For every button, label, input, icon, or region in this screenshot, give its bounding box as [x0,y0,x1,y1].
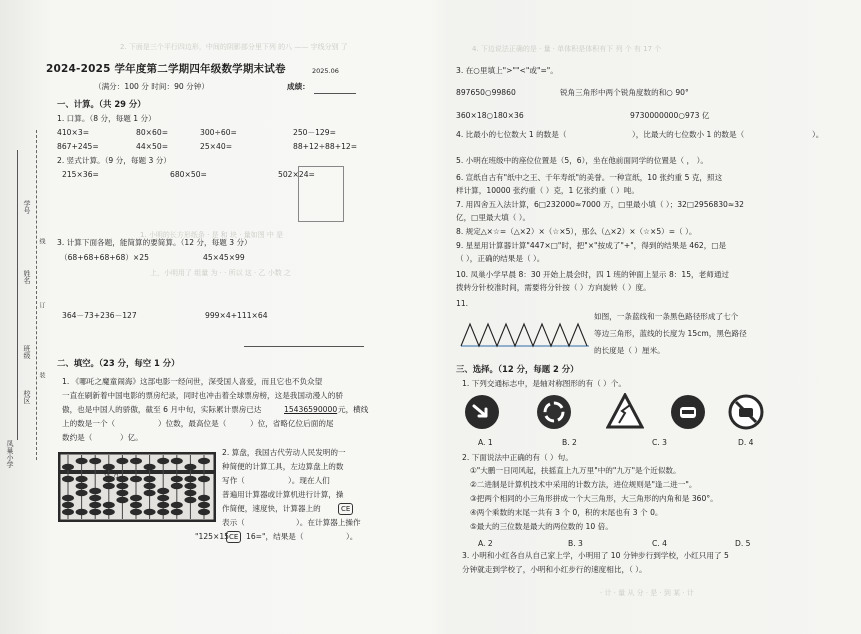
fill-q1-text: 上的数是一个（ [62,419,116,428]
fill-q2-text: 16="，结果是（ [246,532,304,541]
abacus-bead [89,502,101,508]
abacus-bead [144,490,156,496]
fill-q5-text: 5. 小明在班级中的座位位置是（5，6），坐在他前面同学的位置是（ ， ）。 [456,156,708,165]
part2-title: 二、填空。（23 分，每空 1 分） [57,358,180,368]
choice-option[interactable]: D. 5 [735,539,751,548]
fill-q2-text: ）。现在人们 [288,476,330,485]
fill-q2-text: 2. 算盘，我国古代劳动人民发明的一 [222,448,346,457]
score-label: 成绩： [287,82,310,91]
fill-q1-text: ）亿。 [120,433,143,442]
cut-line [36,130,37,460]
abacus-bead [184,497,196,503]
statement-item: ⑤最大的三位数是最大的两位数的 10 倍。 [470,522,613,531]
abacus-bead [89,488,101,494]
fill-q1-text: 元，横线 [338,405,369,414]
choice-option[interactable]: C. 4 [652,539,667,548]
abacus-bead [144,476,156,482]
simplify-calc: 999×4+111×64 [205,311,268,320]
school-label: 凤巢小学 [6,440,14,468]
fill-q7-text: 7. 用四舍五入法计算，6□232000≈7000 万，□里最小填（ ）；32□2956830≈32 [456,200,744,209]
compare-item: 9730000000○973 亿 [630,111,710,120]
abacus-label: 亿 万 [104,471,120,479]
fill-q4-text: ），比最大的七位数小 1 的数是（ [632,130,745,139]
simplify-calc: 364－73+236－127 [62,311,137,320]
fill-q2-text: ）。 [346,532,358,541]
abacus-bead [130,476,142,482]
seal-word-order: 订 [38,302,45,308]
fill-q6-text: 6. 宣纸自古有"纸中之王、千年寿纸"的美誉。一种宣纸，10 张约重 5 克，照这 [456,173,723,182]
abacus-bead [184,483,196,489]
oral-calc: 80×60= [136,128,169,137]
fill-q9-text: 9. 星星用计算器计算"447×□"时，把"×"按成了"+"，得到的结果是 462，□是 [456,241,727,250]
choice-option[interactable]: D. 4 [738,438,754,447]
oral-calc: 250－129= [293,128,336,137]
oral-calc: 44×50= [136,142,169,151]
abacus-bead [171,502,183,508]
fill-q1-text: 1. 《哪吒之魔童闹海》这部电影一经问世，深受国人喜爱，而且它也不负众望 [62,377,323,386]
abacus-bead [62,476,74,482]
abacus-bead [144,509,156,515]
sign-roundabout-icon [536,394,572,430]
abacus-bead [89,509,101,515]
abacus-bead [130,458,142,464]
oral-calc: 867+245= [57,142,99,151]
fill-q2-text: 种简便的计算工具，左边算盘上的数 [222,462,344,471]
triangle-zigzag-figure [458,311,592,351]
abacus-bead [157,488,169,494]
abacus-bead [171,509,183,515]
check-box[interactable] [298,166,344,222]
part1-title: 一、计算。（共 29 分） [57,99,146,109]
fill-q4-text: ）。 [812,130,824,139]
choice-option[interactable]: B. 3 [568,539,583,548]
fill-q11-number: 11. [456,299,469,308]
bleed-text: 上，小明用了 组量 为 · · 所以 这 · 乙 小数 之 [150,269,291,277]
abacus-bead [103,483,115,489]
abacus-bead [76,483,88,489]
abacus-bead [130,495,142,501]
fill-q2-text: ）。在计算器上操作 [296,518,361,527]
bleed-text: · 计 · 量 从 分 · 是 · 到 某 · 计 [600,589,694,597]
abacus-bead [157,495,169,501]
abacus-bead [116,497,128,503]
fill-q2-text: "125×15 [195,532,230,541]
abacus-bead [76,476,88,482]
box-office-number: 15436590000 [284,405,338,414]
class-label: 班级 [23,345,31,359]
abacus-bead [76,490,88,496]
cmp-instruction: 3. 在○里填上">""<"或"="。 [456,66,558,75]
fill-q10-text: 10. 凤巢小学早晨 8：30 开始上晨会时，四 1 班的钟面上显示 8：15，老师通过 [456,270,730,279]
q3-label: 3. 计算下面各题，能简算的要简算。（12 分，每题 3 分） [57,238,252,247]
fill-q6-text: 样计算，10000 张约重（ ）克，1 亿张约重（ ）吨。 [456,186,639,195]
bleed-text: 1. 小明的长方形纸条 · 是 和 块 · 量如图 中 是 [140,231,284,239]
oral-calc: 410×3= [57,128,90,137]
abacus-bead [62,464,74,470]
fill-q10-text: 拨转分针校准时间，需要将分针按（ ）方向旋转（ ）度。 [456,283,651,292]
fill-q1-text: ）位，省略亿位后面的尾 [250,419,334,428]
abacus-bead [62,502,74,508]
abacus-bead [130,509,142,515]
abacus-bead [62,509,74,515]
simplify-calc: 45×45×99 [203,253,245,262]
fill-q8-text: 8. 规定△×☆=（△×2）×（☆×5），那么（△×2）×（☆×5）=（ ）。 [456,227,697,236]
abacus-bead [198,509,210,515]
part3-title: 三、选择。（12 分，每题 2 分） [456,364,579,374]
choice-option[interactable]: C. 3 [652,438,667,447]
statement-item: ①"大鹏一日同风起，扶摇直上九万里"中的"九万"是个近似数。 [470,466,681,475]
fill-q11-text: 的长度是（ ）厘米。 [594,346,665,355]
fill-q11-text: 等边三角形，蓝线的长度为 15cm，黑色路径 [594,329,747,338]
abacus-bead [184,490,196,496]
abacus-bead [62,495,74,501]
fill-q7-text: 亿，□里最大填（ ）。 [456,213,531,222]
abacus-bead [198,476,210,482]
compare-item: 897650○99860 [456,88,516,97]
fill-q1-text: 傲，也是中国人的骄傲，截至 6 月中旬，实际累计票房已达 [62,405,262,414]
campus-label: 校区 [23,390,31,404]
abacus-bead [89,458,101,464]
abacus-bead [116,490,128,496]
fill-q2-text: 写作（ [222,476,245,485]
statement-item: ②二进制是计算机技术中采用的计数方法，进位规则是"逢二进一"。 [470,480,697,489]
oral-calc: 88+12÷88+12= [293,142,358,151]
exam-date: 2025.06 [312,67,339,75]
abacus-bead [184,464,196,470]
fill-q11-text: 如图，一条蓝线和一条黑色路径形成了七个 [594,312,739,321]
abacus-bead [144,483,156,489]
q2-label: 2. 竖式计算。（9 分，每题 3 分） [57,156,171,165]
number-label: 学号 [23,200,31,214]
sign-no-vehicle-icon [728,394,764,430]
choice-option[interactable]: B. 2 [562,438,577,447]
abacus-bead [103,502,115,508]
choice-option[interactable]: A. 1 [478,438,493,447]
fill-q1-text: 一直在刷新着中国电影的票房纪录，同时也冲击着全球票房榜，这是我国动漫人的骄 [62,391,343,400]
oral-calc: 300÷60= [200,128,237,137]
score-blank[interactable] [314,93,356,94]
choice-q1-text: 1. 下列交通标志中，是轴对称图形的有（ ）个。 [462,379,626,388]
abacus-bead [157,458,169,464]
abacus-bead [144,464,156,470]
statement-item: ④两个乘数的末尾一共有 3 个 0，积的末尾也有 3 个 0。 [470,508,663,517]
abacus-bead [116,483,128,489]
abacus-bead [198,495,210,501]
simplify-calc: （68+68+68+68）×25 [60,253,149,262]
q1-label: 1. 口算。（8 分，每题 1 分） [57,114,156,123]
abacus-bead [130,502,142,508]
bleed-text: 4. 下边说法正确的是 · 量 · 单体积是体积有下 列 个 有 17 个 [472,45,662,53]
abacus-bead [76,458,88,464]
choice-option[interactable]: A. 2 [478,539,493,548]
vertical-calc: 215×36= [62,170,99,179]
vertical-calc: 502×24= [278,170,315,179]
sign-turn-right-icon [464,394,500,430]
sign-winding-road-icon [606,393,644,429]
vertical-calc: 680×50= [170,170,207,179]
abacus-bead [116,458,128,464]
abacus-bead [171,476,183,482]
seal-word-bind: 装 [38,372,45,378]
divider-line [244,346,364,347]
abacus-bead [198,502,210,508]
compare-item: 360×18○180×36 [456,111,524,120]
bleed-text: 2. 下面是三个平行四边形，中间的阴影部分里下列 的八 —— 宇线分别 了 [120,43,348,51]
fill-q2-text: 作简便，速度快，计算器上的 [222,504,321,513]
binding-line [17,150,18,440]
ce-key: CE [226,531,241,543]
abacus-image [58,452,216,522]
compare-item: 锐角三角形中两个锐角度数的和○ 90° [560,88,689,97]
abacus-bead [184,476,196,482]
choice-q3-text: 3. 小明和小红各自从自己家上学，小明用了 10 分钟步行到学校，小红只用了 5 [462,551,729,560]
abacus-bead [76,509,88,515]
abacus-bead [171,483,183,489]
fill-q1-text: 数约是（ [62,433,93,442]
fill-q1-text: ）位数，最高位是（ [158,419,227,428]
fill-q4-text: 4. 比最小的七位数大 1 的数是（ [456,130,567,139]
abacus-bead [103,509,115,515]
sign-motor-vehicle-icon [670,394,706,430]
fill-q2-text: 普遍用计算器或计算机进行计算，操 [222,490,344,499]
statement-item: ③把两个相同的小三角形拼成一个大三角形，大三角形的内角和是 360°。 [470,494,718,503]
abacus-bead [198,458,210,464]
ce-key: CE [338,503,353,515]
exam-meta: （满分：100 分 时间：90 分钟） [94,82,209,91]
fill-q2-text: 表示（ [222,518,245,527]
oral-calc: 25×40= [200,142,233,151]
name-label: 姓名 [23,270,31,284]
abacus-bead [157,509,169,515]
abacus-bead [89,495,101,501]
choice-q3-text: 分钟就走到学校了，小明和小红步行的速度相比，（ ）。 [462,565,647,574]
choice-q2-text: 2. 下面说法中正确的有（ ）句。 [462,453,573,462]
seal-word-line: 线 [38,238,45,244]
fill-q9-text: （ ），正确的结果是（ ）。 [456,254,545,263]
abacus-bead [171,458,183,464]
exam-title: 2024-2025 学年度第二学期四年级数学期末试卷 [46,63,286,75]
abacus-bead [157,502,169,508]
